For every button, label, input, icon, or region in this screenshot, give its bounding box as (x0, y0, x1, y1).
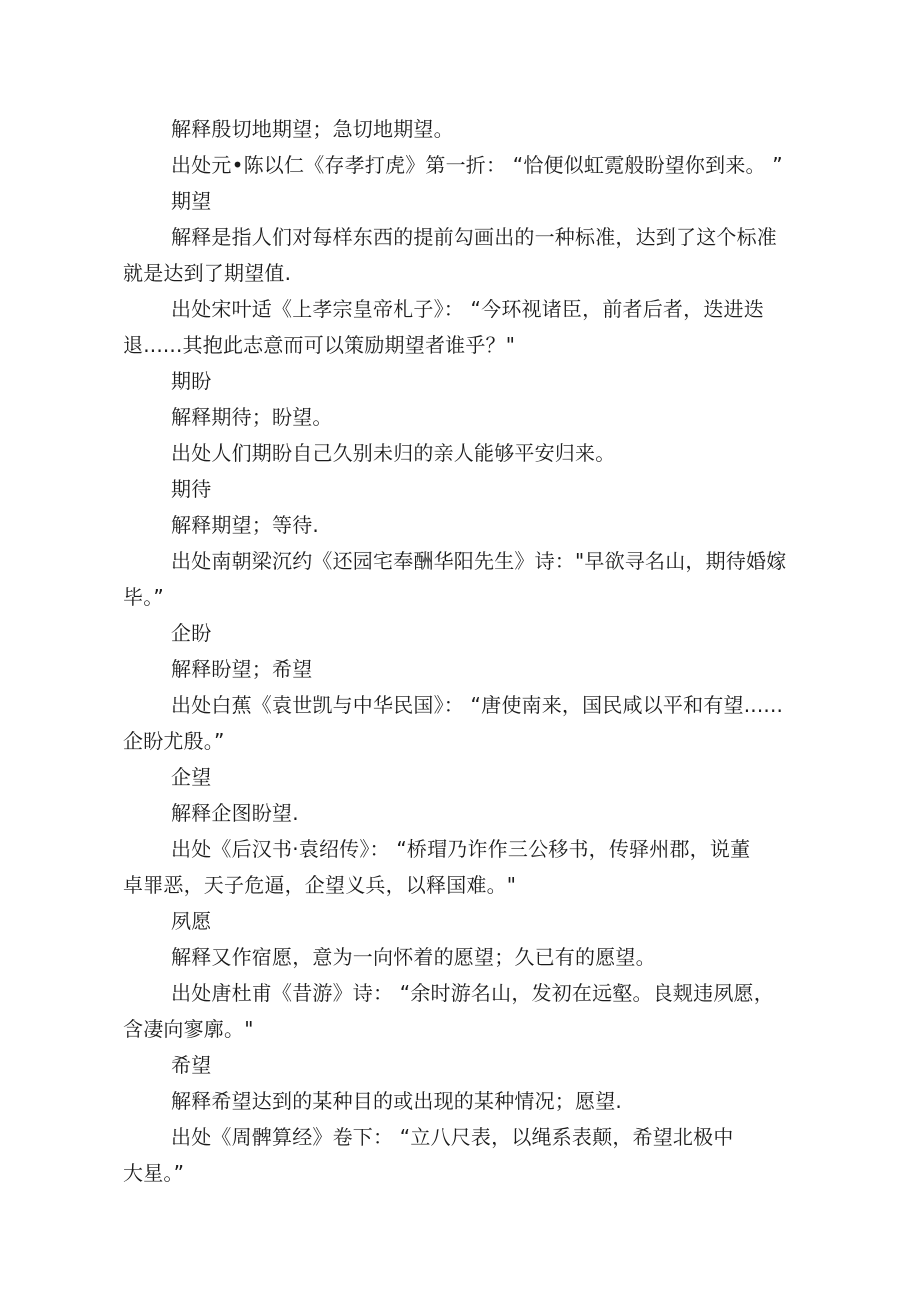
text-line: 解释殷切地期望；急切地期望。 (171, 117, 454, 141)
text-line: 希望 (171, 1053, 212, 1077)
text-line: 企盼尤殷。” (123, 729, 225, 753)
text-line: 大星。” (123, 1161, 185, 1185)
text-line: 出处南朝梁沉约《还园宅奉酬华阳先生》诗："早欲寻名山，期待婚嫁 (171, 549, 787, 573)
text-line: 企望 (171, 765, 212, 789)
text-line: 退......其抱此志意而可以策励期望者谁乎？" (123, 333, 516, 357)
text-line: 夙愿 (171, 909, 212, 933)
text-line: 出处唐杜甫《昔游》诗： “余时游名山，发初在远壑。良觌违夙愿， (171, 981, 774, 1005)
text-line: 出处元•陈以仁《存孝打虎》第一折： “恰便似虹霓般盼望你到来。 ” (171, 153, 783, 177)
text-line: 期盼 (171, 369, 212, 393)
text-line: 解释期望；等待. (171, 513, 319, 537)
text-line: 企盼 (171, 621, 212, 645)
text-line: 解释又作宿愿，意为一向怀着的愿望；久已有的愿望。 (171, 945, 656, 969)
text-line: 出处白蕉《袁世凯与中华民国》： “唐使南来，国民咸以平和有望...... (171, 693, 784, 717)
text-line: 解释期待；盼望。 (171, 405, 333, 429)
text-line: 就是达到了期望值. (123, 261, 292, 285)
text-line: 期望 (171, 189, 212, 213)
text-line: 解释是指人们对每样东西的提前勾画出的一种标准，达到了这个标准 (171, 225, 777, 249)
text-line: 解释盼望；希望 (171, 657, 313, 681)
text-line: 出处宋叶适《上孝宗皇帝札子》： “今环视诸臣，前者后者，迭进迭 (171, 297, 764, 321)
text-line: 解释企图盼望. (171, 801, 299, 825)
document-text-block (123, 111, 830, 1191)
text-line: 期待 (171, 477, 212, 501)
text-line: 出处《后汉书·袁绍传》： “桥瑁乃诈作三公移书，传驿州郡，说董 (171, 837, 751, 861)
text-line: 出处《周髀算经》卷下： “立八尺表，以绳系表颠，希望北极中 (171, 1125, 734, 1149)
text-line: 卓罪恶，天子危逼，企望义兵，以释国难。" (123, 873, 517, 897)
text-line: 出处人们期盼自己久别未归的亲人能够平安归来。 (171, 441, 616, 465)
text-line: 毕。” (123, 585, 164, 609)
text-line: 解释希望达到的某种目的或出现的某种情况；愿望. (171, 1089, 622, 1113)
text-line: 含凄向寥廓。" (123, 1017, 254, 1041)
